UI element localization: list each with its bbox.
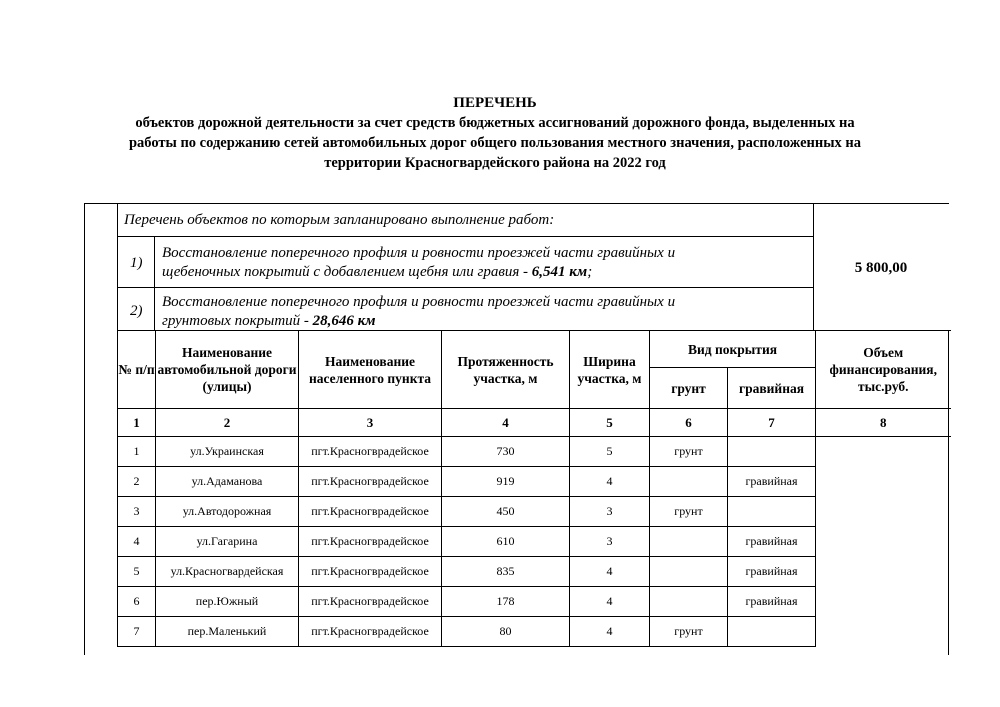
divider: [117, 287, 813, 288]
divider: [154, 237, 155, 330]
divider: [117, 236, 813, 237]
settlement-name: пгт.Красногврадейское: [299, 437, 442, 467]
cover-ground: [650, 467, 728, 497]
col-header-road: Наименование автомобильной дороги (улицы): [156, 331, 299, 409]
cover-ground: [650, 587, 728, 617]
road-length: 919: [442, 467, 570, 497]
work-item-length: 6,541 км: [531, 264, 588, 280]
cover-ground: грунт: [650, 437, 728, 467]
road-width: 3: [570, 497, 650, 527]
col-header-width: Ширина участка, м: [570, 331, 650, 409]
work-item-number: 2): [130, 303, 143, 319]
road-name: ул.Гагарина: [156, 527, 299, 557]
cover-ground: [650, 557, 728, 587]
settlement-name: пгт.Красногврадейское: [299, 467, 442, 497]
work-item-number: 1): [130, 255, 143, 271]
col-header-settlement: Наименование населенного пункта: [299, 331, 442, 409]
document-title-block: [40, 93, 950, 173]
row-number: 7: [118, 617, 156, 647]
row-number: 6: [118, 587, 156, 617]
col-header-ground: грунт: [650, 368, 728, 409]
divider: [84, 204, 85, 330]
settlement-name: пгт.Красногврадейское: [299, 527, 442, 557]
road-name: ул.Автодорожная: [156, 497, 299, 527]
column-number: 8: [816, 409, 951, 437]
column-number: 2: [156, 409, 299, 437]
row-number: 4: [118, 527, 156, 557]
work-item-length: 28,646 км: [312, 313, 376, 329]
row-number: 3: [118, 497, 156, 527]
col-header-cover: Вид покрытия: [650, 331, 816, 368]
settlement-name: пгт.Красногврадейское: [299, 497, 442, 527]
financing-cell: [816, 437, 951, 647]
road-length: 450: [442, 497, 570, 527]
road-width: 4: [570, 557, 650, 587]
road-width: 4: [570, 617, 650, 647]
road-length: 178: [442, 587, 570, 617]
column-number: 6: [650, 409, 728, 437]
cover-gravel: [728, 437, 816, 467]
table-row: [118, 437, 951, 467]
col-header-gravel: гравийная: [728, 368, 816, 409]
title-line-1: объектов дорожной деятельности за счет средств бюджетных ассигнований дорожного фонда, выделенных на: [135, 115, 855, 131]
road-length: 730: [442, 437, 570, 467]
road-name: ул.Красногвардейская: [156, 557, 299, 587]
total-financing: 5 800,00: [854, 260, 908, 276]
road-length: 80: [442, 617, 570, 647]
cover-gravel: гравийная: [728, 557, 816, 587]
cover-ground: грунт: [650, 497, 728, 527]
column-number: 3: [299, 409, 442, 437]
settlement-name: пгт.Красногврадейское: [299, 557, 442, 587]
cover-gravel: гравийная: [728, 527, 816, 557]
road-name: пер.Маленький: [156, 617, 299, 647]
cover-ground: [650, 527, 728, 557]
title-line-3: территории Красногвардейского района на 2022 год: [324, 155, 666, 171]
road-name: ул.Адаманова: [156, 467, 299, 497]
divider: [117, 204, 118, 330]
column-number: 1: [118, 409, 156, 437]
column-number: 7: [728, 409, 816, 437]
work-item-text: Восстановление поперечного профиля и ровности проезжей части гравийных и щебеночных покрытий с добавлением щебня или гравия - 6,541 км;: [162, 245, 676, 280]
divider: [84, 330, 85, 655]
works-list-heading: Перечень объектов по которым запланировано выполнение работ:: [124, 212, 555, 228]
col-header-num: № п/п: [118, 331, 156, 409]
road-width: 4: [570, 587, 650, 617]
row-number: 5: [118, 557, 156, 587]
roads-table: [117, 330, 951, 647]
road-length: 835: [442, 557, 570, 587]
settlement-name: пгт.Красногврадейское: [299, 617, 442, 647]
cover-gravel: [728, 617, 816, 647]
road-width: 3: [570, 527, 650, 557]
road-width: 4: [570, 467, 650, 497]
title-line-2: работы по содержанию сетей автомобильных дорог общего пользования местного значения, расположенных на: [128, 135, 862, 151]
road-name: ул.Украинская: [156, 437, 299, 467]
col-header-financing: Объем финансирования, тыс.руб.: [816, 331, 951, 409]
road-length: 610: [442, 527, 570, 557]
cover-ground: грунт: [650, 617, 728, 647]
work-item-text: Восстановление поперечного профиля и ровности проезжей части гравийных и грунтовых покрытий - 28,646 км: [162, 294, 676, 329]
road-width: 5: [570, 437, 650, 467]
divider: [948, 330, 949, 655]
column-number: 5: [570, 409, 650, 437]
row-number: 1: [118, 437, 156, 467]
col-header-length: Протяженность участка, м: [442, 331, 570, 409]
works-list-block: [84, 203, 949, 330]
cover-gravel: [728, 497, 816, 527]
cover-gravel: гравийная: [728, 467, 816, 497]
road-name: пер.Южный: [156, 587, 299, 617]
document-title: ПЕРЕЧЕНЬ: [453, 95, 537, 111]
cover-gravel: гравийная: [728, 587, 816, 617]
settlement-name: пгт.Красногврадейское: [299, 587, 442, 617]
column-number: 4: [442, 409, 570, 437]
row-number: 2: [118, 467, 156, 497]
